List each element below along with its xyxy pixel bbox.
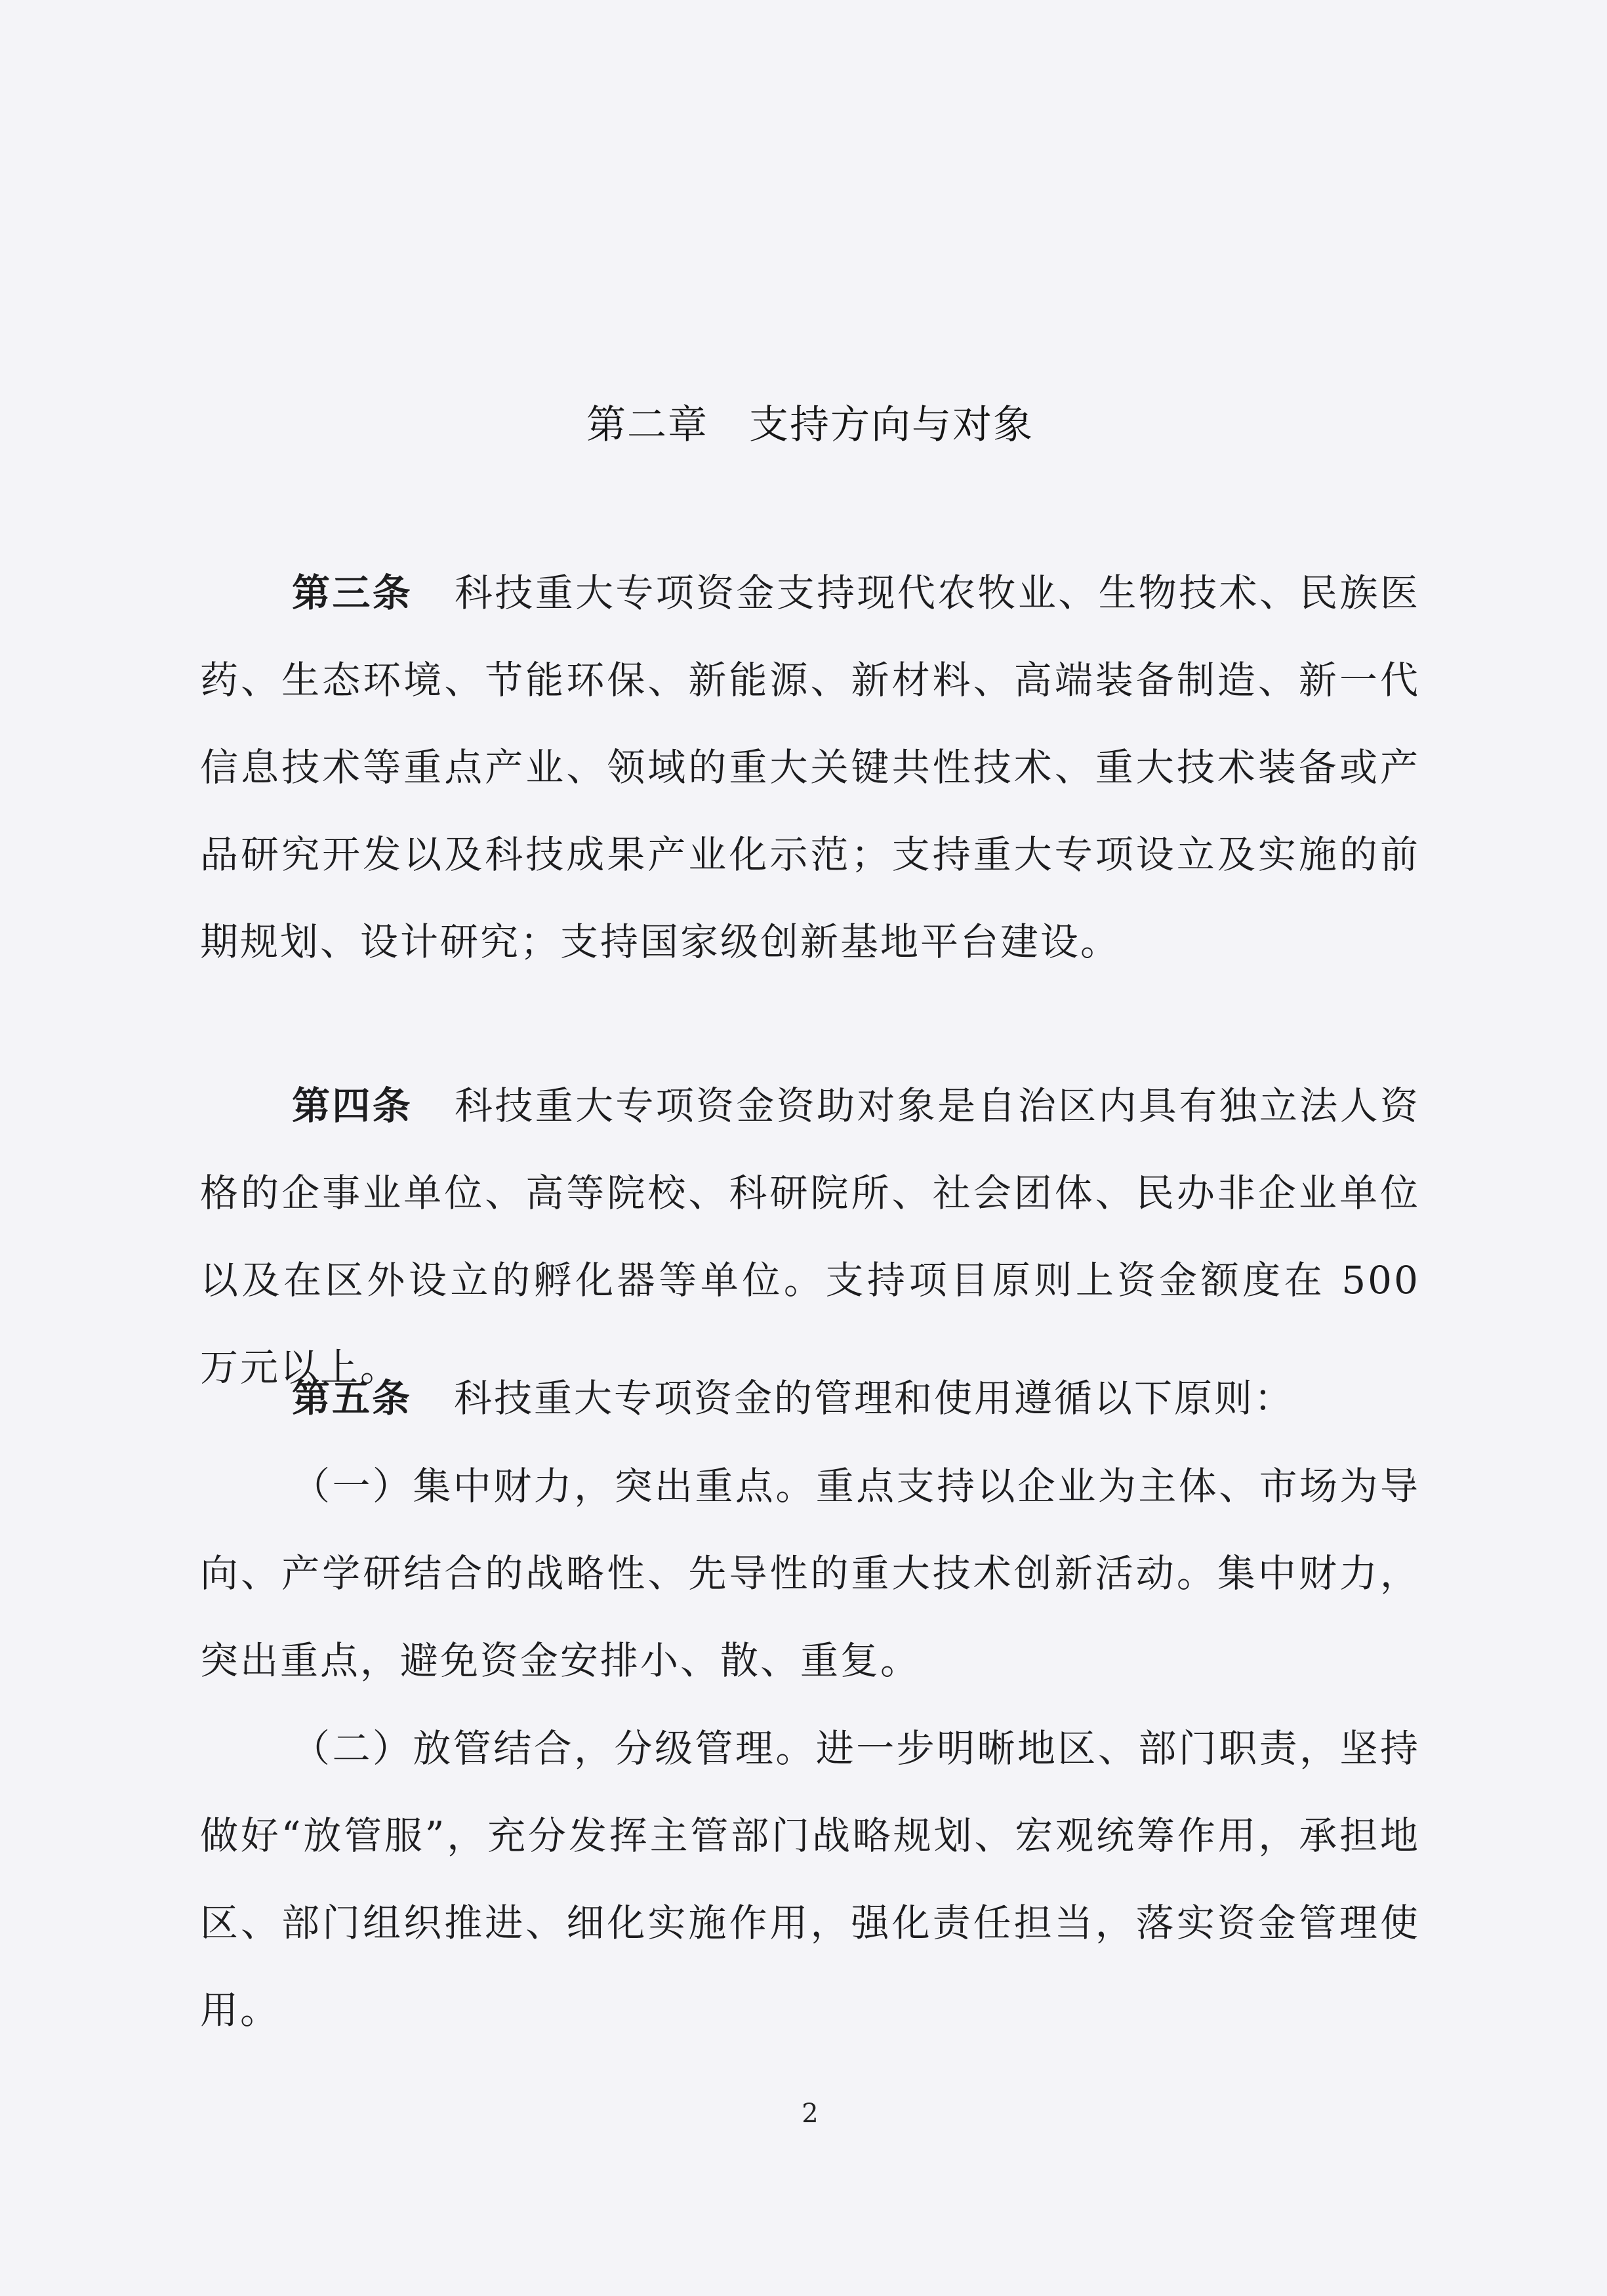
clause-1	[200, 1443, 1420, 1704]
clause-2	[200, 1705, 1420, 2054]
chapter-title: 支持方向与对象	[749, 402, 1034, 448]
article-label: 第三条	[292, 571, 413, 615]
article-text: 科技重大专项资金支持现代农牧业、生物技术、民族医药、生态环境、节能环保、新能源、新材料、高端装备制造、新一代信息技术等重点产业、领域的重大关键共性技术、重大技术装备或产品研究开发以及科技成果产业化示范；支持重大专项设立及实施的前期规划、设计研究；支持国家级创新基地平台建设。	[200, 571, 1420, 964]
chapter-heading	[200, 393, 1420, 450]
chapter-number: 第二章	[586, 402, 708, 448]
clause-text: （二）放管结合，分级管理。进一步明晰地区、部门职责，坚持做好“放管服”，充分发挥主管部门战略规划、宏观统筹作用，承担地区、部门组织推进、细化实施作用，强化责任担当，落实资金管理使用。	[200, 1726, 1420, 2032]
article-text: 科技重大专项资金的管理和使用遵循以下原则：	[454, 1376, 1295, 1420]
article-3	[200, 550, 1420, 986]
article-5	[200, 1355, 1420, 1442]
article-label: 第五条	[292, 1376, 413, 1420]
article-label: 第四条	[292, 1083, 413, 1128]
page-number: 2	[802, 2099, 819, 2129]
article-text: 科技重大专项资金资助对象是自治区内具有独立法人资格的企事业单位、高等院校、科研院所、社会团体、民办非企业单位以及在区外设立的孵化器等单位。支持项目原则上资金额度在 500 万元以上。	[200, 1083, 1420, 1390]
clause-text: （一）集中财力，突出重点。重点支持以企业为主体、市场为导向、产学研结合的战略性、先导性的重大技术创新活动。集中财力，突出重点，避免资金安排小、散、重复。	[200, 1464, 1420, 1683]
